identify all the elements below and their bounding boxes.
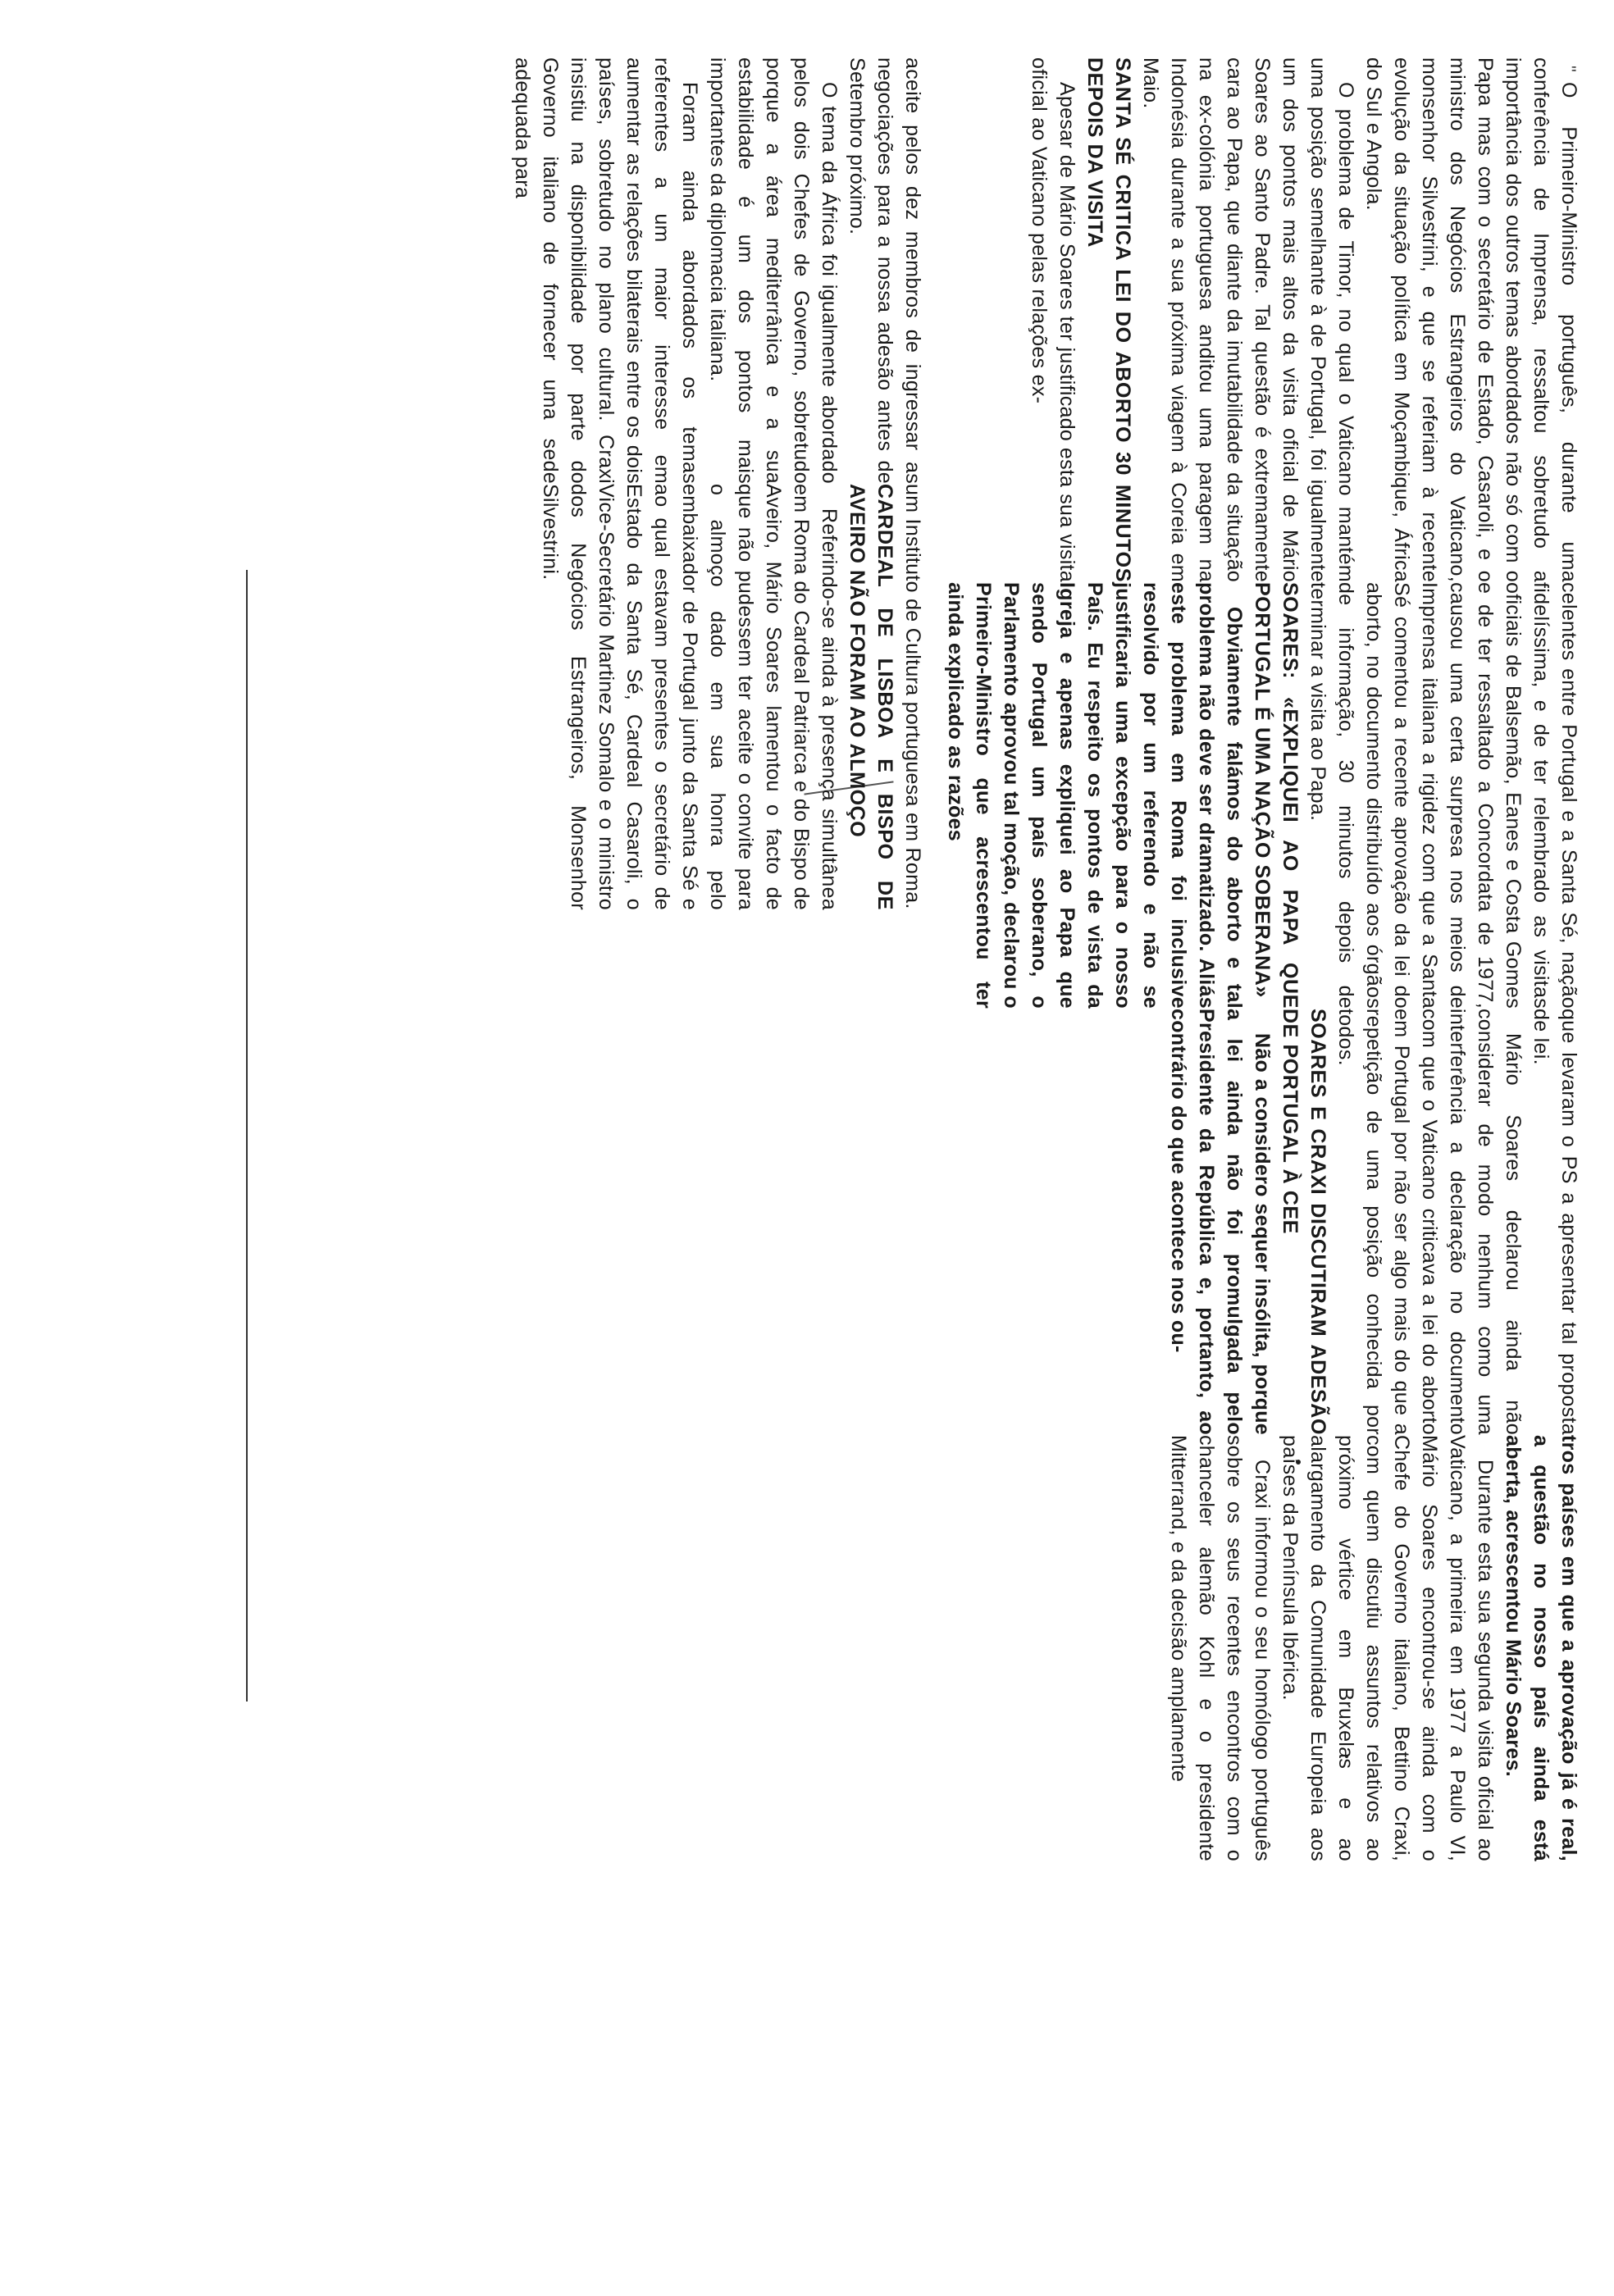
section-heading: SOARES E CRAXI DISCUTIRAM ADESÃO DE PORTUGAL À CEE: [1279, 1009, 1329, 1435]
article-paragraph: tros países em que a aprovação já é real, a questão no nosso país ainda está aberta, acrescentou Mário Soares.: [1502, 1435, 1580, 1861]
article-paragraph: Obviamente falámos do aborto e tal problema não deve ser dramatizado. Aliás este problema em Roma foi inclusive resolvido por um referendo e não se justificaria uma excepção para o nosso País. Eu respeito os pontos de vista da Igreja e apenas expliquei ao Papa que sendo Portugal um país soberano, o Parlamento aprovou tal moção, declarou o Primeiro-Ministro que acrescentou ter ainda explicado as razões: [944, 582, 1246, 1009]
article-paragraph: Referindo-se ainda à presença simultânea em Roma do Cardeal Patriarca e do Bispo de Aveiro, Mário Soares lamentou o facto de que não pudessem ter aceite o convite para o almoço dado em sua honra pelo embaixador de Portugal junto da Santa Sé e ao qual estavam presentes o secretário de Estado da Santa Sé, Cardeal Casaroli, o Vice-Secretário Martinez Somalo e o ministro dos Negócios Estrangeiros, Monsenhor Silvestrini.: [539, 484, 841, 910]
article-paragraph: Apesar de Mário Soares ter justificado esta sua visita oficial ao Vaticano pelas relações ex-: [1028, 57, 1078, 582]
article-paragraph: O Primeiro-Ministro português, durante uma conferência de Imprensa, ressaltou sobretudo a importância dos outros temas abordados não só com o Papa mas com o secretário de Estado, Casaroli, e o ministro dos Negócios Estrangeiros do Vaticano, monsenhor Silvestrini, e que se referiam à recente evolução da situação política em Moçambique, África do Sul e Angola.: [1362, 57, 1580, 582]
section-heading: SANTA SÉ CRITICA LEI DO ABORTO 30 MINUTOS DEPOIS DA VISITA: [1083, 57, 1134, 582]
article-column-1: [1025, 57, 1583, 582]
newspaper-clipping: [238, 57, 1583, 2058]
article-paragraph: O problema de Timor, no qual o Vaticano mantém uma posição semelhante à de Portugal, foi igualmente um dos pontos mais altos da visita oficial de Mário Soares ao Santo Padre. Tal questão é extremamente cara ao Papa, que diante da imutabilidade da situação na ex-colónia portuguesa anditou uma paragem na Indonésia durante a sua próxima viagem à Coreia em Maio.: [1139, 57, 1357, 582]
article-paragraph: O tema da África foi igualmente abordado pelos dois Chefes de Governo, sobretudo porque a área mediterrânica e a sua estabilidade é um dos pontos mais importantes da diplomacia italiana.: [706, 57, 841, 484]
article-column-2: [942, 582, 1583, 1009]
article-paragraph: Mário Soares declarou ainda não considerar de modo nenhum como uma interferência a declaração no documento com que o Vaticano criticava a lei do aborto em Portugal por não ser algo mais do que a repetição de uma posição conhecida por todos.: [1334, 1009, 1525, 1435]
article-paragraph: Não a considero sequer insólita, porque a lei ainda não foi promulgada pelo Presidente da República e, portanto, ao contrário do que acontece nos ou-: [1167, 1009, 1274, 1435]
section-heading: CARDEAL DE LISBOA E BISPO DE AVEIRO NÃO FORAM AO ALMOÇO: [846, 484, 896, 910]
article-paragraph: Foram ainda abordados os temas referentes a um maior interesse em aumentar as relações bilaterais entre os dois países, sobretudo no plano cultural. Craxi insistiu na disponibilidade por parte do Governo italiano de fornecer uma sede adequada para: [511, 57, 701, 484]
section-heading: SOARES: «EXPLIQUEI AO PAPA QUE PORTUGAL É UMA NAÇÃO SOBERANA»: [1251, 582, 1302, 1009]
article-paragraph: aceite pelos dez membros de ingressar as negociações para a nossa adesão antes de Setembro próximo.: [846, 57, 924, 484]
article-column-6: [536, 484, 927, 910]
article-column-3: [1165, 1009, 1583, 1435]
article-paragraph: celentes entre Portugal e a Santa Sé, nação fidelíssima, e de ter relembrado as visitas oficiais de Balsemão, Eanes e Costa Gomes e de ter ressaltado a Concordata de 1977, causou uma certa surpresa nos meios de Imprensa italiana a rigidez com que a Santa Sé comentou a recente aprovação da lei do aborto, no documento distribuído aos órgãos de informação, 30 minutos depois de terminar a visita ao Papa.: [1306, 582, 1580, 1009]
article-column-4: [1165, 1435, 1583, 1861]
corner-mark: ": [1559, 66, 1580, 72]
article-paragraph: Craxi informou o seu homólogo português sobre os seus recentes encontros com o chanceler alemão Kohl e o presidente Mitterrand, e da decisão amplamente: [1167, 1435, 1274, 1861]
article-paragraph: que levaram o PS a apresentar tal proposta de lei.: [1530, 1009, 1580, 1435]
article-paragraph: um Instituto de Cultura portuguesa em Roma.: [901, 484, 924, 909]
article-paragraph: Durante esta sua segunda visita oficial ao Vaticano, a primeira em 1977 a Paulo VI, Mário Soares encontrou-se ainda com o Chefe do Governo italiano, Bettino Craxi, com quem discutiu assuntos relativos ao próximo vértice em Bruxelas e ao alargamento da Comunidade Europeia aos países da Península Ibérica.: [1279, 1435, 1497, 1861]
article-column-5: [508, 57, 927, 484]
